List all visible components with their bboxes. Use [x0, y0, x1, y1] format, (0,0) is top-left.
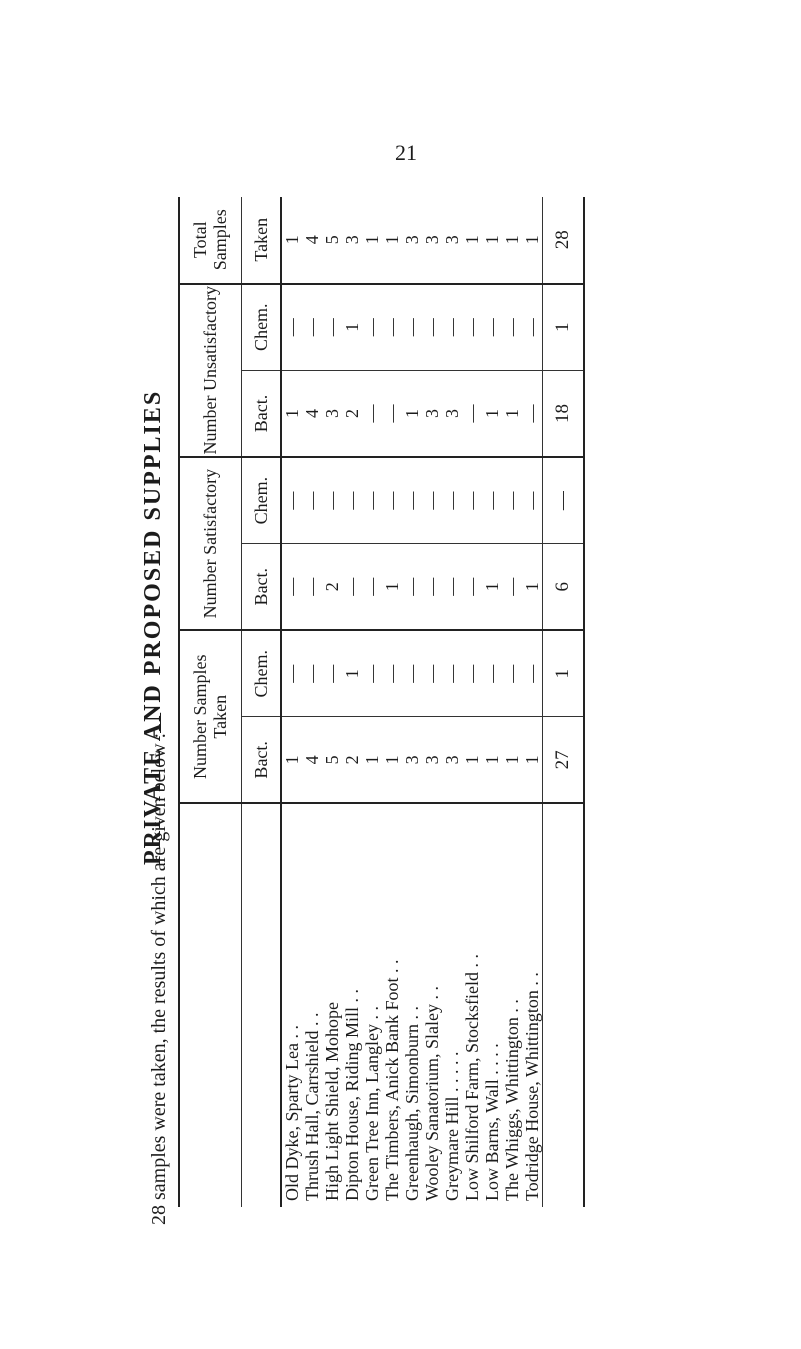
location-cell: [302, 803, 322, 1207]
cell-satisfactory-chem: —: [402, 457, 422, 544]
cell-unsatisfactory-chem: —: [402, 284, 422, 371]
dot-leader: . . . . .: [441, 1051, 462, 1097]
cell-satisfactory-chem: —: [281, 457, 302, 544]
dot-leader: . .: [281, 1025, 302, 1044]
cell-satisfactory-bact: 1: [522, 544, 543, 630]
dot-leader: . .: [361, 1006, 382, 1025]
location-name: Old Dyke, Sparty Lea: [281, 1043, 302, 1201]
cell-taken-bact: 2: [342, 717, 362, 803]
subheader-taken-bact: Bact.: [241, 717, 281, 803]
group-header-samples-taken: Number Samples Taken: [179, 630, 241, 803]
subheader-unsatisfactory-chem: Chem.: [241, 284, 281, 371]
cell-satisfactory-bact: 2: [322, 544, 342, 630]
subheader-total-taken: Taken: [241, 197, 281, 284]
dot-leader: . .: [461, 954, 482, 973]
location-name: Todridge House, Whittington: [521, 990, 542, 1201]
cell-taken-chem: —: [522, 630, 543, 717]
cell-satisfactory-chem: —: [342, 457, 362, 544]
cell-taken-chem: —: [502, 630, 522, 717]
cell-unsatisfactory-chem: —: [522, 284, 543, 371]
cell-taken-bact: 3: [422, 717, 442, 803]
cell-taken-chem: —: [422, 630, 442, 717]
location-cell: [382, 803, 402, 1207]
cell-unsatisfactory-chem: —: [281, 284, 302, 371]
location-cell: [462, 803, 482, 1207]
location-name: The Whiggs, Whittington: [501, 1017, 522, 1201]
location-name: Low Barns, Wall: [481, 1079, 502, 1201]
location-name: Thrush Hall, Carrshield: [301, 1030, 322, 1201]
cell-unsatisfactory-bact: 1: [502, 370, 522, 457]
location-cell: [422, 803, 442, 1207]
total-unsatisfactory-bact: 18: [542, 370, 584, 457]
cell-unsatisfactory-bact: —: [462, 370, 482, 457]
cell-total-taken: 3: [442, 197, 462, 284]
table-row: [281, 197, 302, 1207]
cell-total-taken: 1: [362, 197, 382, 284]
cell-taken-chem: —: [462, 630, 482, 717]
cell-unsatisfactory-chem: 1: [342, 284, 362, 371]
subheader-unsatisfactory-bact: Bact.: [241, 370, 281, 457]
location-name: Low Shilford Farm, Stocksfield: [461, 972, 482, 1201]
cell-satisfactory-chem: —: [502, 457, 522, 544]
location-cell: [522, 803, 543, 1207]
table-body: [281, 197, 543, 1207]
cell-total-taken: 1: [462, 197, 482, 284]
cell-unsatisfactory-bact: 4: [302, 370, 322, 457]
cell-taken-bact: 1: [462, 717, 482, 803]
cell-taken-bact: 3: [402, 717, 422, 803]
cell-satisfactory-bact: —: [442, 544, 462, 630]
cell-satisfactory-bact: —: [422, 544, 442, 630]
cell-unsatisfactory-bact: —: [522, 370, 543, 457]
cell-total-taken: 1: [281, 197, 302, 284]
location-name: Wooley Sanatorium, Slaley: [421, 1003, 442, 1201]
cell-taken-chem: —: [442, 630, 462, 717]
rotated-page-content: [140, 175, 635, 1225]
cell-unsatisfactory-chem: —: [442, 284, 462, 371]
cell-total-taken: 4: [302, 197, 322, 284]
table-row: [482, 197, 502, 1207]
cell-unsatisfactory-chem: —: [502, 284, 522, 371]
total-taken-bact: 27: [542, 717, 584, 803]
location-name: Greymare Hill: [441, 1096, 462, 1201]
dot-leader: . .: [301, 1012, 322, 1031]
group-header-satisfactory: Number Satisfactory: [179, 457, 241, 630]
table-row: [302, 197, 322, 1207]
cell-taken-bact: 1: [482, 717, 502, 803]
cell-unsatisfactory-chem: —: [462, 284, 482, 371]
cell-taken-bact: 1: [382, 717, 402, 803]
location-name: The Timbers, Anick Bank Foot: [381, 977, 402, 1201]
cell-satisfactory-bact: —: [502, 544, 522, 630]
table-row: [522, 197, 543, 1207]
cell-taken-bact: 5: [322, 717, 342, 803]
location-cell: [402, 803, 422, 1207]
location-name: Dipton House, Riding Mill: [341, 1006, 362, 1201]
table-row: [442, 197, 462, 1207]
cell-unsatisfactory-chem: —: [422, 284, 442, 371]
cell-taken-chem: —: [302, 630, 322, 717]
location-cell: [482, 803, 502, 1207]
table-row: [322, 197, 342, 1207]
cell-total-taken: 3: [402, 197, 422, 284]
cell-satisfactory-chem: —: [302, 457, 322, 544]
cell-taken-chem: —: [382, 630, 402, 717]
cell-total-taken: 1: [482, 197, 502, 284]
subheader-satisfactory-bact: Bact.: [241, 544, 281, 630]
location-cell: [322, 803, 342, 1207]
cell-total-taken: 1: [382, 197, 402, 284]
location-cell: [281, 803, 302, 1207]
intro-text: 28 samples were taken, the results of which are given below :—: [148, 712, 170, 1225]
cell-satisfactory-bact: —: [402, 544, 422, 630]
table-row: [502, 197, 522, 1207]
location-cell: [502, 803, 522, 1207]
dot-leader: . . . .: [481, 1043, 502, 1080]
totals-label: [542, 803, 584, 1207]
cell-unsatisfactory-bact: 3: [442, 370, 462, 457]
cell-taken-chem: 1: [342, 630, 362, 717]
table-row: [342, 197, 362, 1207]
table-row: [362, 197, 382, 1207]
cell-unsatisfactory-chem: —: [382, 284, 402, 371]
total-taken-chem: 1: [542, 630, 584, 717]
dot-leader: . .: [501, 999, 522, 1018]
subheader-satisfactory-chem: Chem.: [241, 457, 281, 544]
table-row: [422, 197, 442, 1207]
location-header: [179, 803, 241, 1207]
cell-taken-chem: —: [322, 630, 342, 717]
total-samples-taken: 28: [542, 197, 584, 284]
cell-unsatisfactory-bact: —: [382, 370, 402, 457]
subheader-taken-chem: Chem.: [241, 630, 281, 717]
location-name: High Light Shield, Mohope: [321, 1002, 342, 1201]
table-row: [402, 197, 422, 1207]
cell-satisfactory-chem: —: [442, 457, 462, 544]
dot-leader: . .: [521, 972, 542, 991]
cell-satisfactory-chem: —: [522, 457, 543, 544]
cell-taken-bact: 3: [442, 717, 462, 803]
location-cell: [362, 803, 382, 1207]
dot-leader: . .: [401, 1006, 422, 1025]
cell-unsatisfactory-bact: 1: [281, 370, 302, 457]
total-unsatisfactory-chem: 1: [542, 284, 584, 371]
cell-total-taken: 5: [322, 197, 342, 284]
cell-taken-chem: —: [402, 630, 422, 717]
cell-unsatisfactory-bact: 3: [422, 370, 442, 457]
cell-unsatisfactory-bact: 2: [342, 370, 362, 457]
location-name: Greenhaugh, Simonburn: [401, 1024, 422, 1201]
cell-taken-bact: 1: [522, 717, 543, 803]
dot-leader: . .: [381, 959, 402, 978]
total-satisfactory-bact: 6: [542, 544, 584, 630]
cell-unsatisfactory-chem: —: [482, 284, 502, 371]
supplies-table: [178, 197, 585, 1207]
table-row: [462, 197, 482, 1207]
table-row: [382, 197, 402, 1207]
cell-total-taken: 1: [502, 197, 522, 284]
page-number: 21: [395, 140, 417, 165]
cell-satisfactory-chem: —: [382, 457, 402, 544]
cell-satisfactory-bact: 1: [482, 544, 502, 630]
cell-total-taken: 3: [422, 197, 442, 284]
cell-satisfactory-bact: —: [281, 544, 302, 630]
cell-unsatisfactory-chem: —: [302, 284, 322, 371]
cell-taken-bact: 4: [302, 717, 322, 803]
cell-taken-chem: —: [482, 630, 502, 717]
totals-row: [542, 197, 584, 1207]
location-name: Green Tree Inn, Langley: [361, 1024, 382, 1201]
cell-unsatisfactory-chem: —: [362, 284, 382, 371]
cell-total-taken: 3: [342, 197, 362, 284]
group-header-unsatisfactory: Number Unsatisfactory: [179, 284, 241, 458]
cell-unsatisfactory-bact: 1: [402, 370, 422, 457]
cell-unsatisfactory-bact: 1: [482, 370, 502, 457]
cell-satisfactory-chem: —: [462, 457, 482, 544]
dot-leader: . .: [341, 988, 362, 1007]
cell-taken-chem: —: [362, 630, 382, 717]
cell-taken-chem: —: [281, 630, 302, 717]
location-subheader: [241, 803, 281, 1207]
cell-taken-bact: 1: [362, 717, 382, 803]
cell-satisfactory-chem: —: [362, 457, 382, 544]
cell-unsatisfactory-chem: —: [322, 284, 342, 371]
cell-satisfactory-chem: —: [422, 457, 442, 544]
cell-satisfactory-bact: —: [362, 544, 382, 630]
cell-satisfactory-bact: 1: [382, 544, 402, 630]
cell-satisfactory-bact: —: [462, 544, 482, 630]
cell-satisfactory-chem: —: [322, 457, 342, 544]
cell-total-taken: 1: [522, 197, 543, 284]
page-title: PRIVATE AND PROPOSED SUPPLIES: [140, 389, 166, 865]
dot-leader: . .: [421, 985, 442, 1004]
group-header-total-samples: Total Samples: [179, 197, 241, 284]
cell-unsatisfactory-bact: 3: [322, 370, 342, 457]
total-satisfactory-chem: —: [542, 457, 584, 544]
cell-taken-bact: 1: [281, 717, 302, 803]
cell-satisfactory-bact: —: [342, 544, 362, 630]
location-cell: [342, 803, 362, 1207]
cell-satisfactory-chem: —: [482, 457, 502, 544]
location-cell: [442, 803, 462, 1207]
heading: [140, 175, 178, 1225]
cell-taken-bact: 1: [502, 717, 522, 803]
cell-unsatisfactory-bact: —: [362, 370, 382, 457]
cell-satisfactory-bact: —: [302, 544, 322, 630]
